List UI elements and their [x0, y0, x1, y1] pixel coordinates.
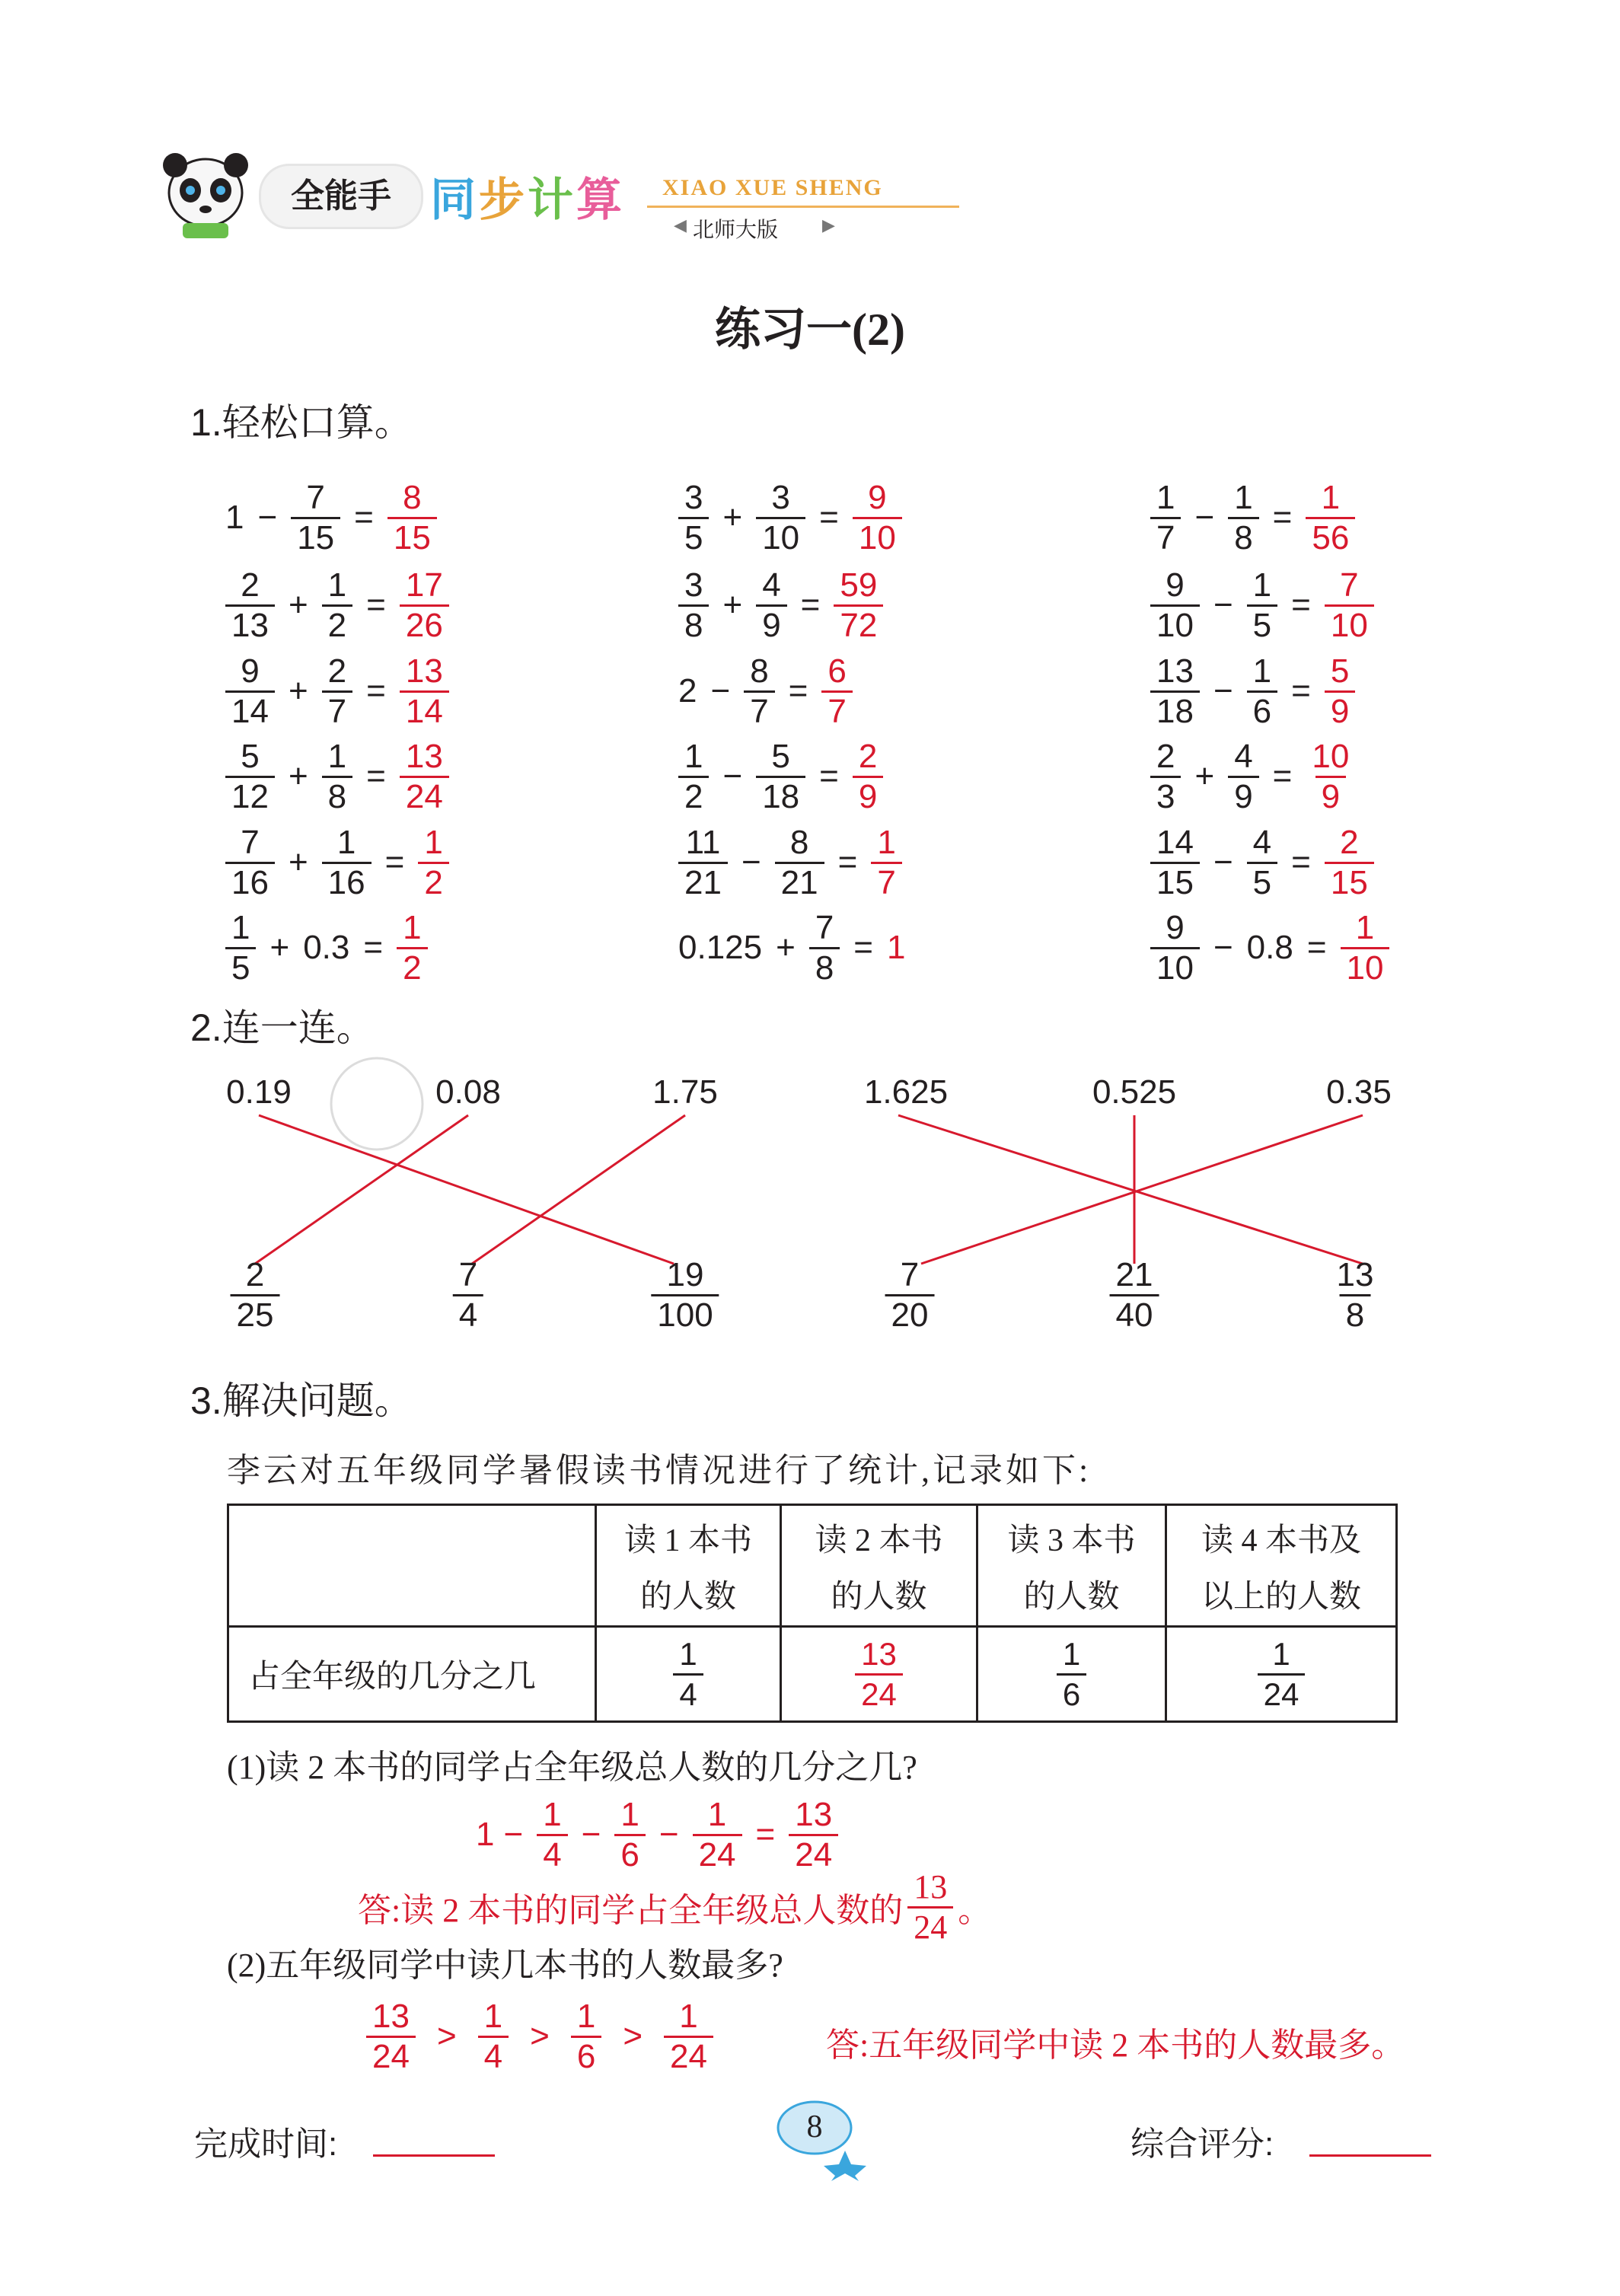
connect-bottom-fraction	[448, 1256, 488, 1335]
table-header-cell: 读 3 本书 的人数	[977, 1505, 1166, 1627]
equals-sign: =	[755, 1816, 776, 1853]
numerator: 1	[327, 737, 347, 775]
greater-than-sign: >	[436, 2017, 457, 2055]
equals-sign: =	[363, 929, 384, 966]
table-value-cell	[977, 1627, 1166, 1722]
denominator: 14	[400, 690, 449, 731]
question-1-answer-fraction	[903, 1867, 958, 1947]
connect-top-right-1: 1.625	[863, 1073, 949, 1111]
denominator: 6	[1057, 1673, 1086, 1714]
denominator: 9	[1228, 776, 1258, 816]
numerator: 3	[684, 566, 703, 604]
denominator: 9	[853, 776, 883, 816]
equals-sign: =	[819, 757, 839, 795]
connect-line	[259, 1115, 674, 1264]
denominator: 10	[1341, 947, 1390, 987]
numerator: 1	[403, 908, 422, 946]
fraction	[1331, 1256, 1380, 1335]
table-header-cell: 读 2 本书 的人数	[781, 1505, 977, 1627]
numerator: 1	[1252, 652, 1272, 690]
numerator: 8	[403, 478, 422, 516]
whole-number: 2	[678, 672, 697, 710]
numerator: 1	[620, 1795, 639, 1833]
numerator: 7	[815, 908, 834, 946]
fraction	[1057, 1635, 1086, 1714]
denominator: 21	[775, 862, 824, 902]
section-1-title: 1.轻松口算。	[190, 401, 413, 444]
numerator: 7	[241, 823, 260, 861]
fraction	[231, 1256, 280, 1335]
operator: +	[288, 843, 308, 881]
connect-top-left-1: 0.19	[226, 1073, 292, 1111]
connect-top-right-2: 0.525	[1092, 1073, 1177, 1111]
numerator: 14	[1156, 823, 1194, 861]
denominator: 10	[756, 517, 805, 557]
fraction	[1110, 1256, 1159, 1335]
numerator: 7	[306, 478, 325, 516]
denominator: 6	[614, 1834, 645, 1874]
numerator: 9	[868, 478, 887, 516]
whole-number: 0.125	[678, 929, 763, 966]
series-char: 算	[576, 174, 625, 225]
numerator: 10	[1312, 737, 1350, 775]
connect-line	[472, 1115, 685, 1264]
numerator: 7	[900, 1256, 920, 1293]
numerator: 7	[458, 1256, 478, 1293]
equals-sign: =	[788, 672, 808, 710]
whole-number: 1	[887, 929, 906, 966]
operator: −	[710, 672, 731, 710]
denominator: 5	[678, 517, 709, 557]
whole-number: 0.8	[1246, 929, 1293, 966]
numerator: 1	[1355, 908, 1375, 946]
equals-sign: =	[354, 499, 374, 536]
numerator: 59	[840, 566, 878, 604]
fraction	[664, 1998, 713, 2076]
connect-bottom-fraction	[646, 1256, 723, 1335]
denominator: 5	[1247, 604, 1277, 645]
numerator: 4	[762, 566, 781, 604]
greater-than-sign: >	[530, 2017, 550, 2055]
numerator: 13	[861, 1635, 897, 1672]
denominator: 9	[1315, 776, 1346, 816]
operator: −	[1213, 929, 1233, 966]
fraction	[651, 1256, 719, 1335]
denominator: 16	[225, 862, 275, 902]
equals-sign: =	[819, 499, 839, 536]
denominator: 24	[693, 1834, 742, 1874]
denominator: 3	[1150, 776, 1181, 816]
equals-sign: =	[366, 672, 386, 710]
numerator: 2	[245, 1256, 265, 1293]
numerator: 8	[789, 823, 809, 861]
denominator: 24	[664, 2036, 713, 2076]
denominator: 15	[387, 517, 437, 557]
numerator: 1	[679, 1997, 698, 2035]
numerator: 9	[241, 652, 260, 690]
score-label: 综合评分:	[1130, 2125, 1274, 2163]
denominator: 4	[537, 1834, 567, 1874]
denominator: 9	[1325, 690, 1355, 731]
table-corner-cell	[228, 1505, 596, 1627]
numerator: 1	[1252, 566, 1272, 604]
operator: −	[581, 1816, 601, 1853]
fraction	[453, 1256, 483, 1335]
equals-sign: =	[853, 929, 873, 966]
whole-number: 1	[225, 499, 244, 536]
denominator: 20	[885, 1294, 935, 1335]
table-value-cell	[596, 1627, 781, 1722]
operator: −	[503, 1816, 524, 1853]
equals-sign: =	[366, 586, 386, 623]
table-header-cell: 读 4 本书及 以上的人数	[1166, 1505, 1397, 1627]
denominator: 2	[418, 862, 448, 902]
fraction	[478, 1998, 509, 2076]
denominator: 7	[322, 690, 352, 731]
edition-label: 北师大版	[693, 218, 779, 241]
denominator: 26	[400, 604, 449, 645]
fraction	[571, 1998, 601, 2076]
denominator: 100	[651, 1294, 719, 1335]
denominator: 10	[853, 517, 902, 557]
numerator: 3	[684, 478, 703, 516]
brand-name: 全能手	[259, 164, 423, 229]
series-char: 同	[430, 174, 479, 225]
operator: +	[269, 929, 290, 966]
completion-time-label: 完成时间:	[194, 2125, 338, 2163]
denominator: 10	[1150, 947, 1200, 987]
numerator: 17	[405, 566, 443, 604]
numerator: 13	[405, 737, 443, 775]
connect-top-left-2: 0.08	[435, 1073, 501, 1111]
denominator: 18	[756, 776, 805, 816]
connect-bottom-fraction	[1105, 1256, 1164, 1335]
question-2: (2)五年级同学中读几本书的人数最多?	[227, 1947, 783, 1984]
edition-right-arrow-icon: ▶	[822, 215, 835, 234]
numerator: 2	[1156, 737, 1175, 775]
reading-table	[227, 1504, 1398, 1723]
equals-sign: =	[1306, 929, 1327, 966]
denominator: 16	[322, 862, 372, 902]
connect-top-left-3: 1.75	[652, 1073, 718, 1111]
fraction	[885, 1256, 935, 1335]
score-blank[interactable]	[1309, 2154, 1431, 2157]
whole-number: 0.3	[303, 929, 350, 966]
whole-number: 1	[476, 1816, 495, 1853]
denominator: 56	[1306, 517, 1355, 557]
denominator: 40	[1110, 1294, 1159, 1335]
equals-sign: =	[1272, 499, 1293, 536]
fraction	[1258, 1635, 1306, 1714]
numerator: 1	[576, 1997, 596, 2035]
numerator: 5	[771, 737, 790, 775]
operator: −	[1213, 672, 1233, 710]
numerator: 1	[679, 1635, 697, 1672]
denominator: 7	[1150, 517, 1181, 557]
numerator: 7	[1340, 566, 1359, 604]
numerator: 1	[684, 737, 703, 775]
numerator: 1	[1062, 1635, 1081, 1672]
question-1-answer-end: 。	[958, 1892, 992, 1929]
operator: −	[1213, 586, 1233, 623]
denominator: 8	[678, 604, 709, 645]
denominator: 2	[678, 776, 709, 816]
numerator: 1	[1234, 478, 1253, 516]
problem-intro: 李云对五年级同学暑假读书情况进行了统计,记录如下:	[227, 1452, 1092, 1489]
table-row-label: 占全年级的几分之几	[228, 1627, 596, 1722]
numerator: 2	[858, 737, 878, 775]
denominator: 13	[225, 604, 275, 645]
denominator: 15	[291, 517, 340, 557]
numerator: 1	[424, 823, 443, 861]
edition-left-arrow-icon: ◀	[674, 215, 687, 234]
operator: −	[741, 843, 761, 881]
denominator: 2	[322, 604, 352, 645]
denominator: 25	[231, 1294, 280, 1335]
denominator: 24	[400, 776, 449, 816]
numerator: 2	[241, 566, 260, 604]
completion-time-blank[interactable]	[373, 2154, 495, 2157]
denominator: 8	[1340, 1294, 1370, 1335]
numerator: 1	[483, 1997, 503, 2035]
denominator: 24	[907, 1906, 953, 1947]
table-value-cell	[781, 1627, 977, 1722]
numerator: 1	[336, 823, 356, 861]
numerator: 9	[1166, 566, 1185, 604]
page-number: 8	[806, 2109, 823, 2145]
page-title: 练习一(2)	[715, 305, 905, 355]
denominator: 6	[1247, 690, 1277, 731]
fraction	[907, 1868, 953, 1947]
pinyin-label: XIAO XUE SHENG	[662, 175, 883, 200]
denominator: 5	[1247, 862, 1277, 902]
operator: −	[1213, 843, 1233, 881]
numerator: 1	[543, 1795, 562, 1833]
numerator: 4	[1234, 737, 1253, 775]
numerator: 13	[405, 652, 443, 690]
series-char: 步	[479, 174, 528, 225]
denominator: 24	[789, 1834, 838, 1874]
equals-sign: =	[837, 843, 858, 881]
numerator: 1	[1156, 478, 1175, 516]
operator: +	[288, 672, 308, 710]
equals-sign: =	[1291, 672, 1311, 710]
series-char: 计	[528, 174, 576, 225]
denominator: 12	[225, 776, 275, 816]
numerator: 1	[327, 566, 347, 604]
numerator: 1	[707, 1795, 727, 1833]
denominator: 5	[225, 947, 256, 987]
section-3-title: 3.解决问题。	[190, 1379, 413, 1422]
denominator: 8	[322, 776, 352, 816]
numerator: 13	[795, 1795, 833, 1833]
denominator: 7	[871, 862, 901, 902]
denominator: 24	[1258, 1673, 1306, 1714]
denominator: 2	[397, 947, 427, 987]
denominator: 4	[673, 1673, 703, 1714]
numerator: 1	[1272, 1635, 1290, 1672]
numerator: 13	[914, 1868, 948, 1905]
connect-bottom-fraction	[1326, 1256, 1385, 1335]
equals-sign: =	[1272, 757, 1293, 795]
numerator: 5	[1330, 652, 1350, 690]
denominator: 10	[1150, 604, 1200, 645]
numerator: 3	[771, 478, 790, 516]
equals-sign: =	[1291, 843, 1311, 881]
equals-sign: =	[384, 843, 405, 881]
greater-than-sign: >	[623, 2017, 643, 2055]
equals-sign: =	[366, 757, 386, 795]
numerator: 21	[1115, 1256, 1153, 1293]
numerator: 8	[750, 652, 769, 690]
numerator: 13	[1336, 1256, 1374, 1293]
denominator: 9	[756, 604, 786, 645]
denominator: 4	[478, 2036, 509, 2076]
numerator: 2	[1340, 823, 1359, 861]
question-1-answer-text: 答:读 2 本书的同学占全年级总人数的	[358, 1892, 904, 1929]
operator: +	[288, 586, 308, 623]
operator: −	[722, 757, 743, 795]
denominator: 24	[855, 1673, 903, 1714]
numerator: 1	[231, 908, 250, 946]
numerator: 5	[241, 737, 260, 775]
fraction	[855, 1635, 903, 1714]
fraction	[673, 1635, 703, 1714]
operator: +	[722, 499, 743, 536]
equals-sign: =	[800, 586, 821, 623]
section-2-title: 2.连一连。	[190, 1006, 375, 1049]
connect-bottom-fraction	[881, 1256, 939, 1335]
denominator: 15	[1150, 862, 1200, 902]
denominator: 6	[571, 2036, 601, 2076]
numerator: 6	[828, 652, 847, 690]
denominator: 10	[1325, 604, 1374, 645]
denominator: 8	[809, 947, 840, 987]
denominator: 15	[1325, 862, 1374, 902]
denominator: 18	[1150, 690, 1200, 731]
denominator: 8	[1228, 517, 1258, 557]
operator: +	[1194, 757, 1215, 795]
operator: −	[257, 499, 278, 536]
operator: +	[776, 929, 796, 966]
numerator: 9	[1166, 908, 1185, 946]
fraction	[366, 1998, 416, 2076]
numerator: 1	[1321, 478, 1341, 516]
operator: +	[288, 757, 308, 795]
denominator: 24	[366, 2036, 416, 2076]
connect-line	[255, 1115, 468, 1264]
numerator: 1	[877, 823, 896, 861]
question-2-comparison	[362, 1987, 718, 2086]
connect-bottom-fraction	[226, 1256, 285, 1335]
table-value-cell	[1166, 1627, 1397, 1722]
denominator: 7	[744, 690, 774, 731]
question-2-answer: 答:五年级同学中读 2 本书的人数最多。	[826, 2027, 1405, 2064]
equals-sign: =	[1291, 586, 1311, 623]
operator: +	[722, 586, 743, 623]
numerator: 13	[1156, 652, 1194, 690]
table-header-cell: 读 1 本书 的人数	[596, 1505, 781, 1627]
numerator: 11	[685, 823, 721, 861]
denominator: 21	[678, 862, 728, 902]
question-1: (1)读 2 本书的同学占全年级总人数的几分之几?	[227, 1749, 917, 1786]
operator: −	[1194, 499, 1215, 536]
numerator: 4	[1252, 823, 1272, 861]
denominator: 4	[453, 1294, 483, 1335]
numerator: 2	[327, 652, 347, 690]
denominator: 7	[821, 690, 852, 731]
watermark-seal-icon	[331, 1058, 423, 1150]
numerator: 19	[666, 1256, 704, 1293]
operator: −	[659, 1816, 679, 1853]
denominator: 72	[834, 604, 883, 645]
connect-top-right-3: 0.35	[1326, 1073, 1392, 1111]
denominator: 14	[225, 690, 275, 731]
numerator: 13	[372, 1997, 410, 2035]
